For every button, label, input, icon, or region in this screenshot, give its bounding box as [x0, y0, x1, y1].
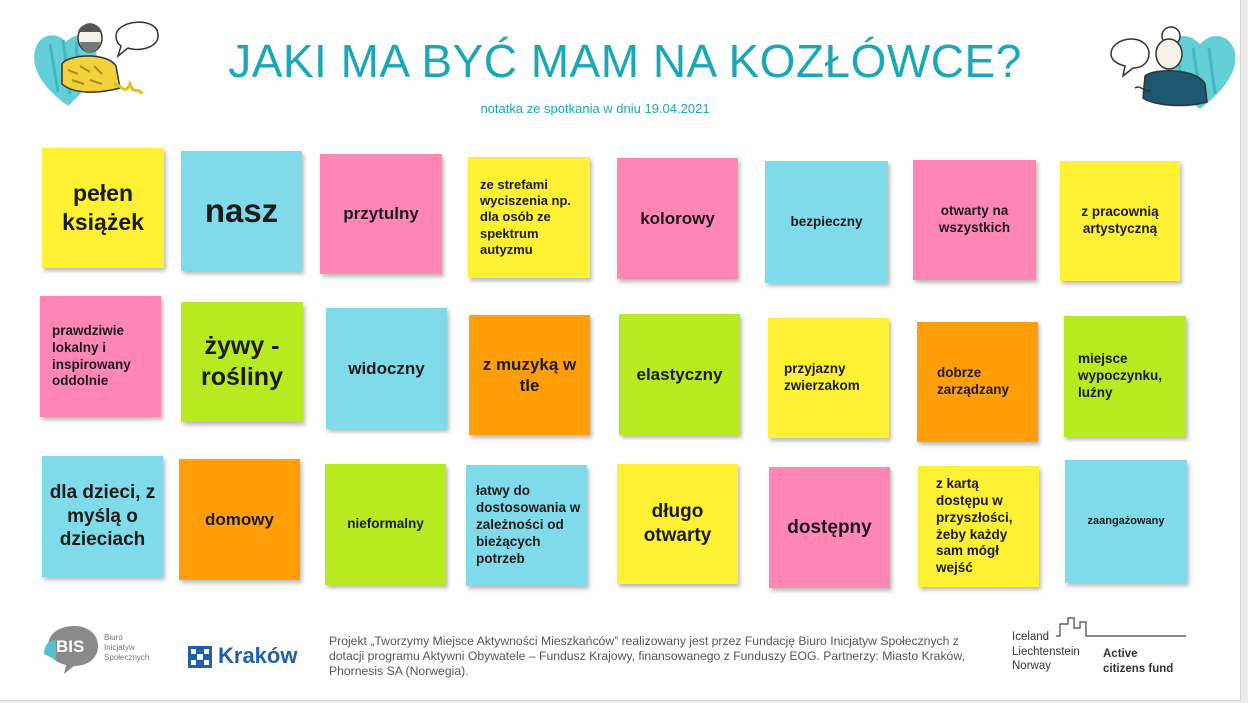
footer-project-text: Projekt „Tworzymy Miejsce Aktywności Mieszkańców” realizowany jest przez Fundację Biuro Inicjatyw Społecznych z dotacji programu Aktywni Obywatele – Fundusz Krajowy, finansowanego z Funduszy EOG. Partnerzy: Miasto Kraków, Phornesis SA (Norwegia). — [329, 634, 965, 678]
sticky-note: nasz — [181, 151, 302, 271]
sticky-note: przytulny — [320, 154, 442, 274]
sticky-note: przyjazny zwierzakom — [768, 318, 889, 438]
sticky-note: miejsce wypoczynku, luźny — [1064, 316, 1186, 437]
woman-with-speech-bubble-icon — [1105, 14, 1240, 114]
fund-line: Active — [1103, 648, 1138, 660]
sticky-note: prawdziwie lokalny i inspirowany oddolnie — [40, 296, 161, 417]
sticky-note: z kartą dostępu w przyszłości, żeby każdy sam mógł wejść — [918, 466, 1039, 587]
bis-name-line: Biuro — [104, 633, 123, 642]
bis-abbr: BIS — [56, 637, 85, 656]
sticky-note: pełen książek — [42, 148, 164, 268]
sticky-note: dobrze zarządzany — [917, 322, 1038, 442]
sticky-note: widoczny — [326, 308, 447, 429]
krakow-logo — [188, 643, 308, 671]
bis-name-line: Inicjatyw — [104, 643, 135, 652]
bis-logo — [42, 624, 172, 678]
eea-country: Iceland — [1012, 631, 1050, 643]
sticky-note: domowy — [179, 459, 300, 580]
sticky-note: bezpieczny — [765, 161, 888, 283]
sticky-note: elastyczny — [619, 314, 740, 435]
sticky-note: zaangażowany — [1065, 460, 1187, 583]
active-citizens-fund-label — [1103, 647, 1173, 676]
page-title: JAKI MA BYĆ MAM NA KOZŁÓWCE? — [228, 35, 1022, 87]
man-with-speech-bubble-icon — [28, 14, 163, 114]
sticky-note: dla dzieci, z myślą o dzieciach — [42, 456, 163, 577]
sticky-note: ze strefami wyciszenia np. dla osób ze spektrum autyzmu — [468, 157, 590, 278]
sticky-note: z pracownią artystyczną — [1060, 161, 1180, 281]
page-subtitle: notatka ze spotkania w dniu 19.04.2021 — [480, 101, 710, 116]
eea-country: Norway — [1012, 660, 1051, 672]
fund-line: citizens fund — [1103, 662, 1174, 675]
sticky-note: nieformalny — [325, 464, 446, 585]
sticky-note: dostępny — [769, 467, 890, 588]
sticky-note: długo otwarty — [617, 464, 738, 584]
sticky-note: otwarty na wszystkich — [913, 160, 1036, 280]
sticky-note: żywy - rośliny — [181, 302, 303, 422]
bis-name-line: Społecznych — [104, 653, 150, 662]
krakow-label: Kraków — [218, 643, 298, 668]
active-citizens-fund-logo — [1012, 616, 1187, 680]
krakow-crest-icon — [188, 646, 212, 668]
sticky-note: z muzyką w tle — [469, 315, 590, 435]
sticky-note: kolorowy — [617, 158, 738, 279]
eea-country: Liechtenstein — [1012, 645, 1080, 658]
sticky-note: łatwy do dostosowania w zależności od bieżących potrzeb — [466, 465, 587, 586]
eea-countries — [1012, 630, 1080, 674]
